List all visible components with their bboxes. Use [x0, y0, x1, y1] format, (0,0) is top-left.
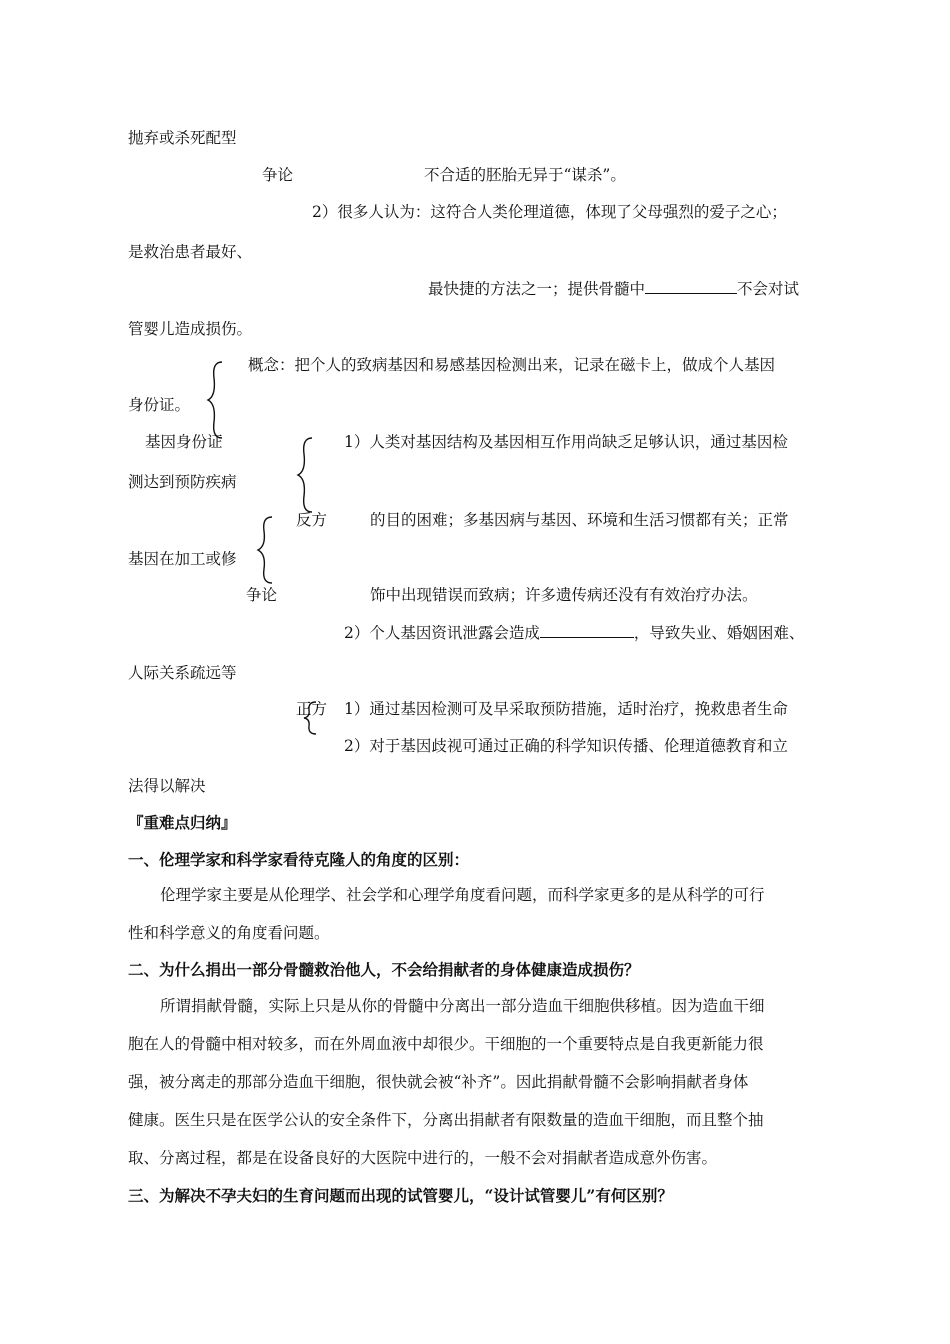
- text-line: [428, 279, 799, 299]
- text-line: 概念：把个人的致病基因和易感基因检测出来，记录在磁卡上，做成个人基因: [248, 356, 776, 374]
- label-debate: 争论: [262, 166, 294, 184]
- text-line: 基因在加工或修: [128, 550, 237, 568]
- brace-con: [296, 436, 316, 514]
- text-line: [344, 623, 804, 643]
- paragraph-line: 所谓捐献骨髓，实际上只是从你的骨髓中分离出一部分造血干细胞供移植。因为造血干细: [160, 997, 765, 1015]
- text-line: 法得以解决: [128, 777, 206, 795]
- label-con-side: 反方: [296, 511, 328, 529]
- brace-debate: [256, 515, 276, 585]
- paragraph-line: 伦理学家主要是从伦理学、社会学和心理学角度看问题，而科学家更多的是从科学的可行: [160, 886, 765, 904]
- text-line: 管婴儿造成损伤。: [128, 320, 253, 338]
- question-heading: 二、为什么捐出一部分骨髓救治他人，不会给捐献者的身体健康造成损伤？: [128, 960, 640, 979]
- text-line: 2）对于基因歧视可通过正确的科学知识传播、伦理道德教育和立: [344, 737, 788, 755]
- text-segment: 2）个人基因资讯泄露会造成: [344, 624, 540, 642]
- fill-blank: [645, 279, 737, 294]
- section-heading: 『重难点归纳』: [128, 813, 237, 832]
- text-line: 1）通过基因检测可及早采取预防措施，适时治疗，挽救患者生命: [344, 700, 788, 718]
- brace-pro: [302, 700, 320, 736]
- question-heading: 三、为解决不孕夫妇的生育问题而出现的试管婴儿，“设计试管婴儿”有何区别？: [128, 1186, 673, 1205]
- label-debate: 争论: [246, 586, 278, 604]
- text-line: 2）很多人认为：这符合人类伦理道德，体现了父母强烈的爱子之心；: [312, 203, 787, 221]
- text-line: 的目的困难；多基因病与基因、环境和生活习惯都有关；正常: [370, 511, 789, 529]
- label-gene-id: 基因身份证: [145, 433, 223, 451]
- paragraph-line: 胞在人的骨髓中相对较多，而在外周血液中却很少。干细胞的一个重要特点是自我更新能力很: [128, 1035, 764, 1053]
- brace-concept: [206, 360, 226, 440]
- text-line: 测达到预防疾病: [128, 473, 237, 491]
- fill-blank: [540, 623, 634, 638]
- text-line: 是救治患者最好、: [128, 243, 253, 261]
- text-segment: ，导致失业、婚姻困难、: [633, 624, 805, 642]
- text-line: 抛弃或杀死配型: [128, 129, 237, 147]
- text-segment: 最快捷的方法之一；提供骨髓中: [428, 280, 646, 298]
- paragraph-line: 健康。医生只是在医学公认的安全条件下，分离出捐献者有限数量的造血干细胞，而且整个抽: [128, 1111, 764, 1129]
- paragraph-line: 强，被分离走的那部分造血干细胞，很快就会被“补齐”。因此捐献骨髓不会影响捐献者身体: [128, 1073, 749, 1091]
- text-line: 1）人类对基因结构及基因相互作用尚缺乏足够认识，通过基因检: [344, 433, 788, 451]
- paragraph-line: 性和科学意义的角度看问题。: [128, 924, 330, 942]
- paragraph-line: 取、分离过程，都是在设备良好的大医院中进行的，一般不会对捐献者造成意外伤害。: [128, 1149, 718, 1167]
- text-line: 人际关系疏远等: [128, 664, 237, 682]
- text-line: 不合适的胚胎无异于“谋杀”。: [424, 166, 626, 184]
- question-heading: 一、伦理学家和科学家看待克隆人的角度的区别：: [128, 850, 470, 869]
- text-line: 身份证。: [128, 396, 191, 414]
- label-pro-side: 正方: [296, 700, 328, 718]
- text-segment: 不会对试: [737, 280, 800, 298]
- text-line: 饰中出现错误而致病；许多遗传病还没有有效治疗办法。: [370, 586, 758, 604]
